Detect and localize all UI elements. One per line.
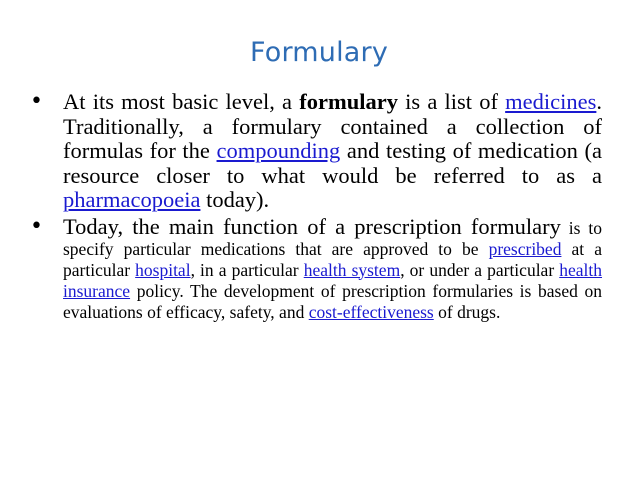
link-medicines[interactable]: medicines <box>505 89 597 114</box>
bullet2-text-6: of drugs. <box>433 301 501 322</box>
bullet2-lead-text: Today, the main function of a prescription formulary <box>63 213 561 239</box>
bullet2-text-1: is to specify particular medications that are approved to be <box>63 217 602 259</box>
bullet-list <box>30 90 602 323</box>
bullet-item-definition <box>30 90 602 213</box>
bullet-item-function <box>30 215 602 323</box>
bullet2-text-4: , or under a particular <box>400 259 560 280</box>
bullet1-text-5: today). <box>200 187 270 212</box>
bullet1-text-1: At its most basic level, a <box>63 89 300 114</box>
bullet-dot-icon: • <box>30 89 43 114</box>
link-health-insurance[interactable]: health insurance <box>63 259 603 301</box>
link-health-system[interactable]: health system <box>303 259 401 280</box>
bullet1-text-4: and testing of medication (a resource closer to what would be referred to as a <box>63 138 602 188</box>
link-pharmacopoeia[interactable]: pharmacopoeia <box>63 187 201 212</box>
bullet1-text-2: is a list of <box>397 89 506 114</box>
bullet1-text-3: . Traditionally, a formulary contained a collection of formulas for the <box>63 89 602 163</box>
link-cost-effectiveness[interactable]: cost-effectiveness <box>308 301 434 322</box>
bullet2-text-3: , in a particular <box>190 259 304 280</box>
bullet-dot-icon: • <box>30 213 43 239</box>
link-hospital[interactable]: hospital <box>135 259 191 280</box>
link-prescribed[interactable]: prescribed <box>488 238 562 259</box>
bullet2-text-5: policy. The development of prescription formularies is based on evaluations of efficacy, safety, and <box>63 280 602 322</box>
bullet1-bold-formulary: formulary <box>299 89 398 114</box>
slide-title: Formulary <box>249 37 389 68</box>
link-compounding[interactable]: compounding <box>216 138 341 163</box>
bullet2-text-2: at a particular <box>63 238 602 280</box>
